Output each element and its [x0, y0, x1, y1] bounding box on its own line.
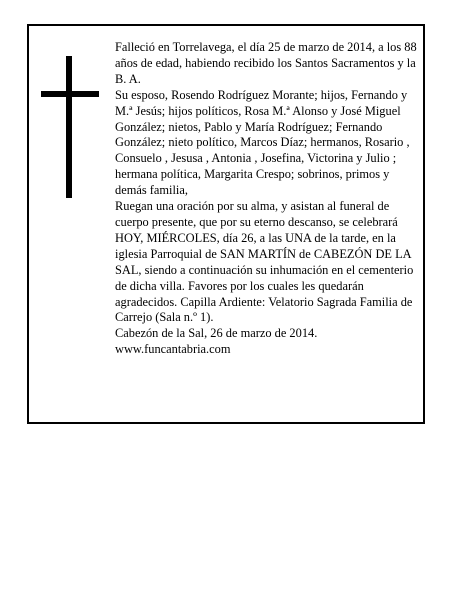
obituary-notice [27, 24, 425, 424]
place-and-date: Cabezón de la Sal, 26 de marzo de 2014. [115, 326, 318, 341]
cross-vertical-bar [66, 56, 72, 198]
notice-text [115, 40, 421, 358]
cross-horizontal-bar [41, 91, 99, 97]
cross-icon [41, 56, 99, 198]
funeral-details: Ruegan una oración por su alma, y asistan al funeral de cuerpo presente, que por su eterno descanso, se celebrará HOY, MIÉRCOLES, día 26, a las UNA de la tarde, en la iglesia Parroquial de SAN MARTÍN de CABEZÓN DE LA SAL, siendo a continuación su inhumación en el cementerio de dicha villa. Favores por los cuales les quedarán agradecidos. Capilla Ardiente: Velatorio Sagrada Familia de Carrejo (Sala n.º 1). [115, 199, 414, 325]
death-announcement: Falleció en Torrelavega, el día 25 de marzo de 2014, a los 88 años de edad, habiendo recibido los Santos Sacramentos y la B. A. [115, 40, 417, 86]
website: www.funcantabria.com [115, 342, 231, 357]
family-list: Su esposo, Rosendo Rodríguez Morante; hijos, Fernando y M.ª Jesús; hijos políticos, Rosa M.ª Alonso y José Miguel González; nietos, Pablo y María Rodríguez; Fernando González; nieto político, Marcos Díaz; hermanos, Rosario , Consuelo , Jesusa , Antonia , Josefina, Victorina y Julio ; hermana política, Margarita Crespo; sobrinos, primos y demás familia, [115, 87, 410, 198]
